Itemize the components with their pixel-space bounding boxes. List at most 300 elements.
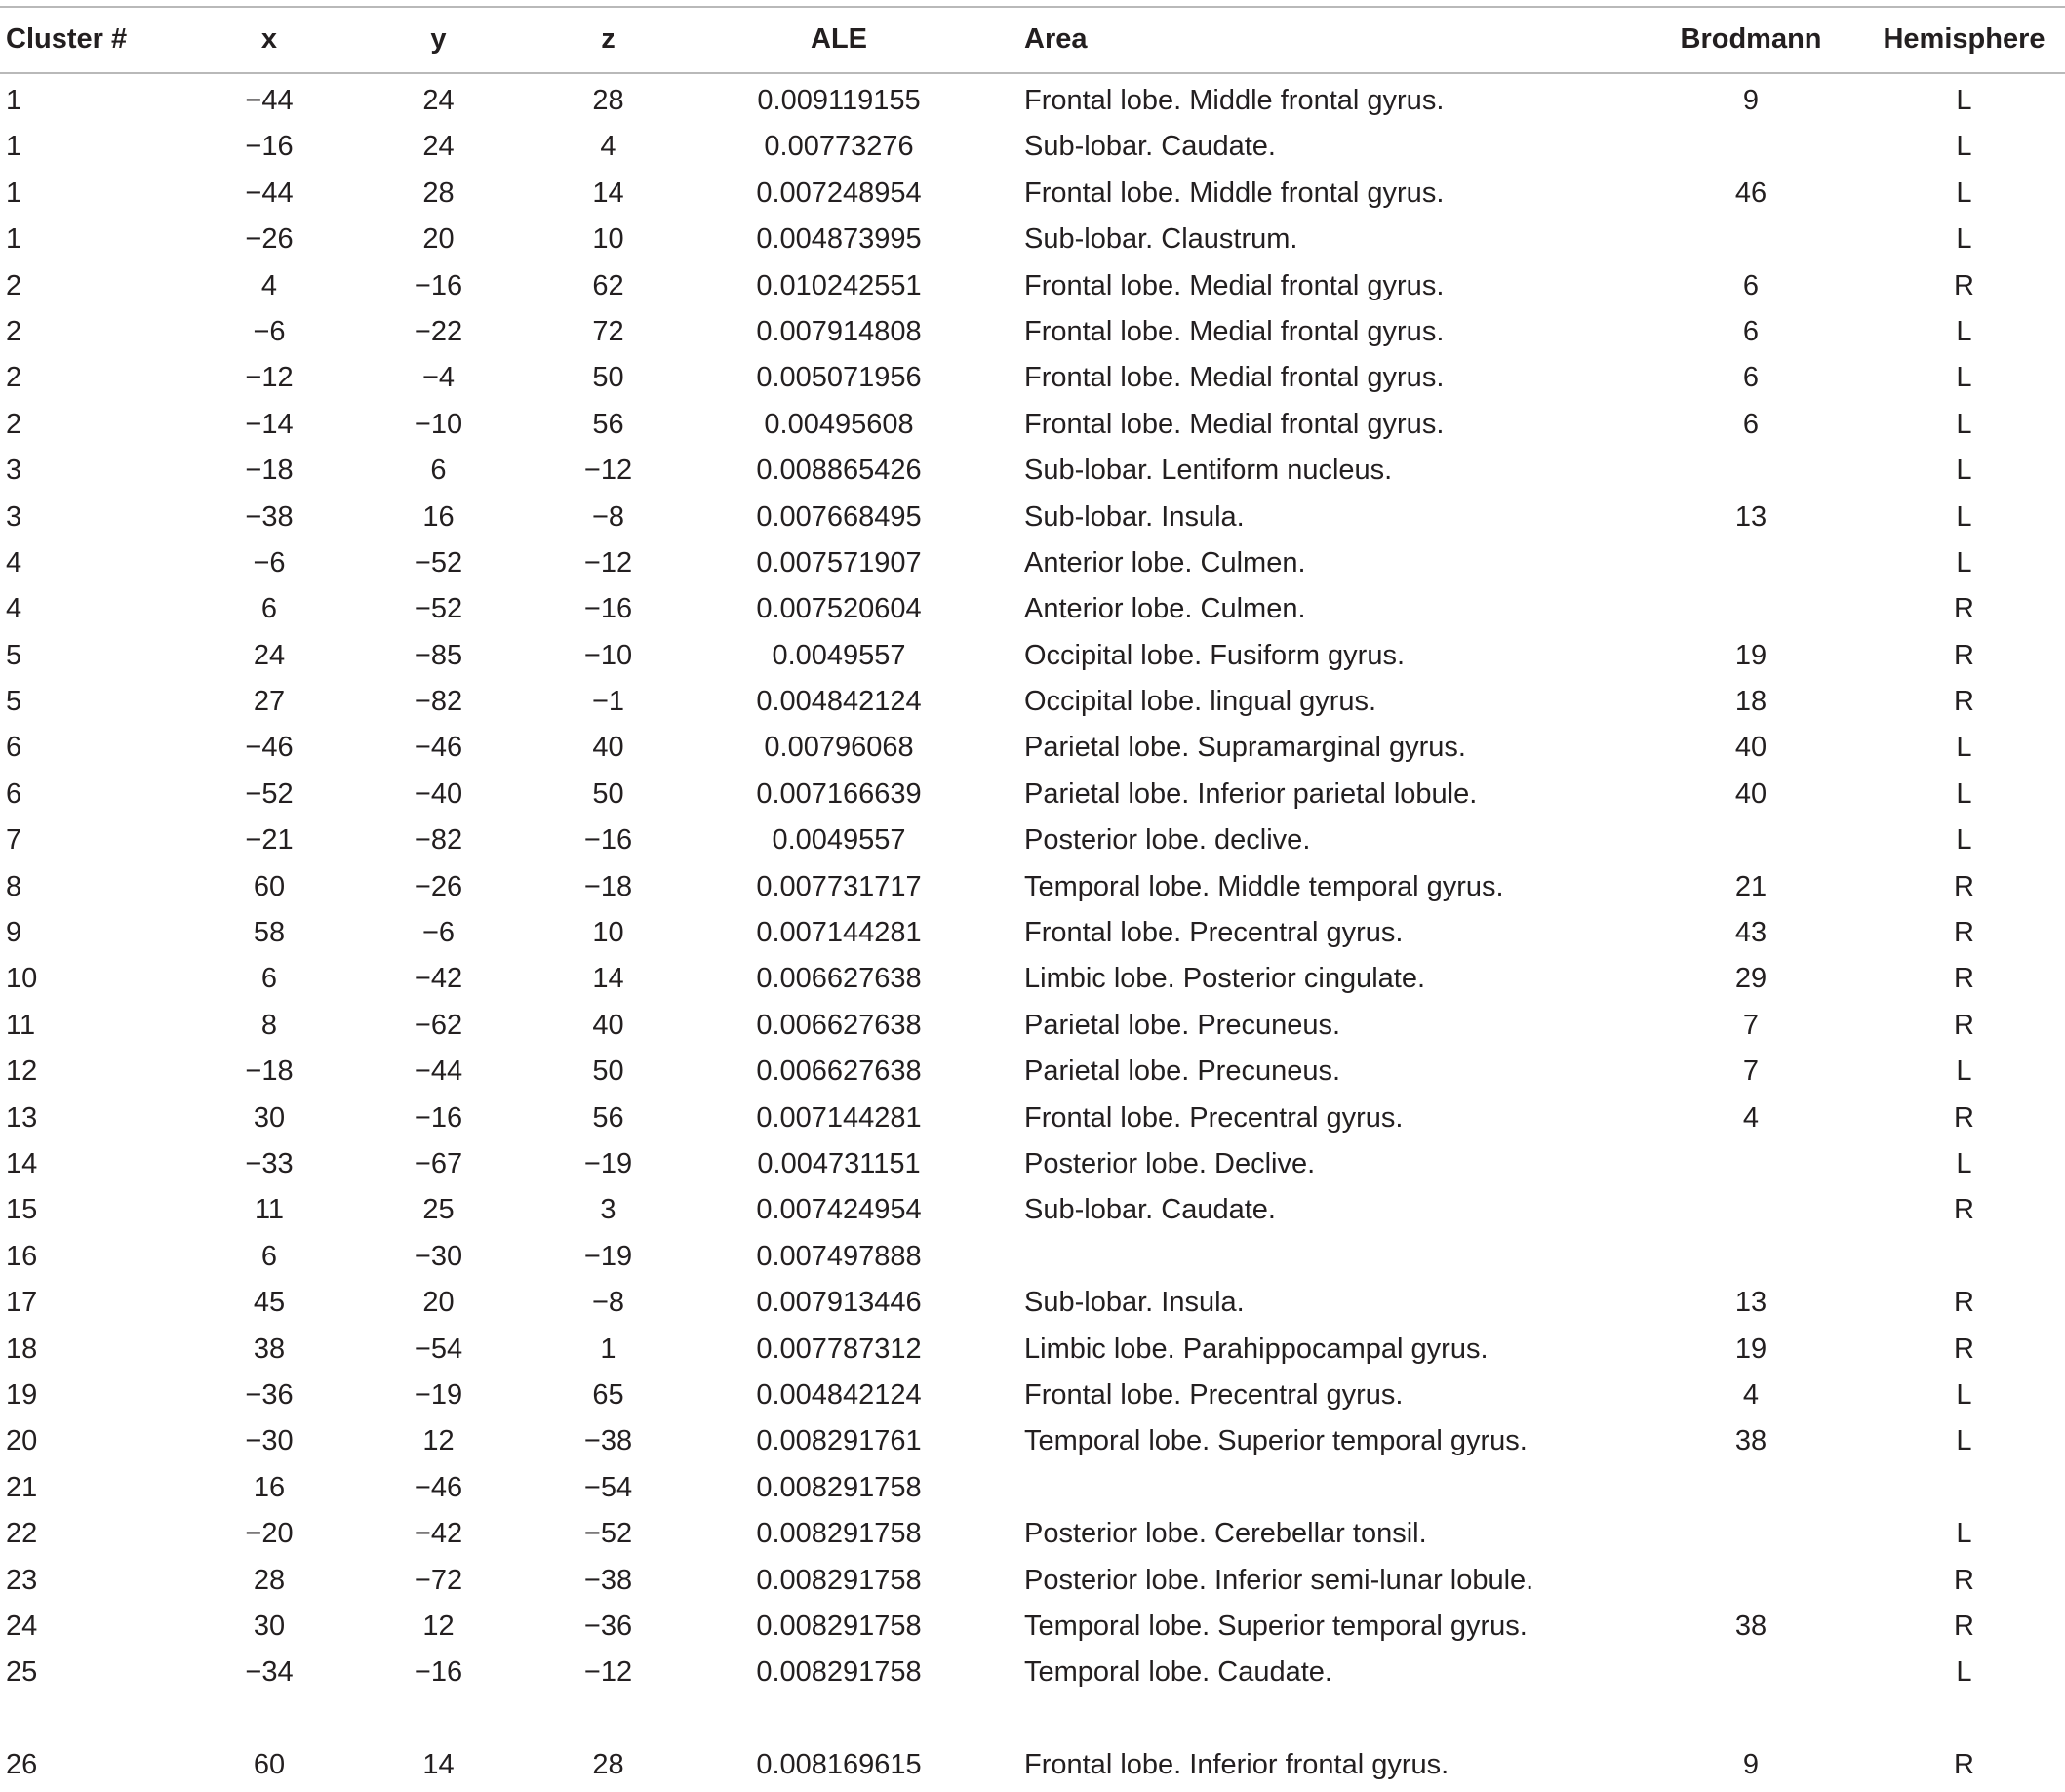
table-cell-x: 4 xyxy=(260,269,278,301)
table-cell-x: 16 xyxy=(253,1471,286,1503)
header-y: y xyxy=(430,23,447,55)
table-cell-cluster: 13 xyxy=(6,1101,38,1134)
table-cell-x: −16 xyxy=(245,131,294,163)
table-cell-ale: 0.007731717 xyxy=(756,870,922,902)
table-cell-z: −54 xyxy=(583,1471,633,1503)
table-cell-cluster: 2 xyxy=(6,362,22,394)
table-cell-ale: 0.007497888 xyxy=(756,1240,922,1272)
table-cell-z: 14 xyxy=(592,177,624,209)
table-cell-ale: 0.007914808 xyxy=(756,315,922,347)
table-cell-y: 24 xyxy=(422,131,455,163)
table-cell-hemisphere: L xyxy=(1956,315,1972,347)
table-cell-hemisphere: R xyxy=(1954,639,1974,671)
table-cell-area: Temporal lobe. Middle temporal gyrus. xyxy=(1024,870,1504,902)
table-cell-area: Frontal lobe. Medial frontal gyrus. xyxy=(1024,408,1445,440)
table-cell-cluster: 9 xyxy=(6,917,22,949)
table-cell-y: 14 xyxy=(422,1749,455,1781)
table-cell-z: −36 xyxy=(583,1610,633,1642)
table-cell-cluster: 8 xyxy=(6,870,22,902)
table-cell-brodmann: 6 xyxy=(1742,315,1760,347)
table-cell-z: 56 xyxy=(592,1101,624,1134)
table-cell-cluster: 4 xyxy=(6,546,22,578)
table-cell-y: 16 xyxy=(422,500,455,533)
table-cell-ale: 0.008291758 xyxy=(756,1610,922,1642)
table-cell-cluster: 2 xyxy=(6,269,22,301)
table-cell-cluster: 19 xyxy=(6,1378,38,1411)
table-cell-x: −6 xyxy=(253,546,286,578)
table-cell-z: −12 xyxy=(583,455,633,487)
table-cell-hemisphere: L xyxy=(1956,1055,1972,1088)
table-cell-cluster: 1 xyxy=(6,223,22,256)
table-cell-z: −38 xyxy=(583,1425,633,1457)
table-cell-z: −12 xyxy=(583,546,633,578)
table-cell-hemisphere: R xyxy=(1954,1564,1974,1596)
table-cell-area: Frontal lobe. Precentral gyrus. xyxy=(1024,1378,1404,1411)
table-cell-cluster: 25 xyxy=(6,1656,38,1689)
table-cell-area: Parietal lobe. Precuneus. xyxy=(1024,1009,1341,1041)
table-cell-y: −26 xyxy=(414,870,463,902)
table-cell-hemisphere: L xyxy=(1956,1656,1972,1689)
table-cell-area: Sub-lobar. Claustrum. xyxy=(1024,223,1298,256)
table-cell-x: 60 xyxy=(253,1749,286,1781)
table-cell-area: Sub-lobar. Caudate. xyxy=(1024,131,1276,163)
table-cell-x: 45 xyxy=(253,1287,286,1319)
table-cell-cluster: 17 xyxy=(6,1287,38,1319)
table-cell-y: −52 xyxy=(414,546,463,578)
table-cell-ale: 0.008291758 xyxy=(756,1471,922,1503)
table-cell-ale: 0.0049557 xyxy=(772,639,906,671)
header-z: z xyxy=(601,23,616,55)
table-cell-y: −22 xyxy=(414,315,463,347)
header-brodmann: Brodmann xyxy=(1680,23,1822,55)
table-cell-x: 8 xyxy=(260,1009,278,1041)
table-cell-brodmann xyxy=(1639,1234,1863,1280)
table-cell-z: −1 xyxy=(591,686,625,718)
table-cell-y: 6 xyxy=(430,455,447,487)
table-cell-y: 25 xyxy=(422,1194,455,1226)
header-area: Area xyxy=(1024,23,1088,55)
header-cluster: Cluster # xyxy=(6,23,128,55)
table-cell-ale: 0.006627638 xyxy=(756,963,922,995)
table-cell-cluster: 24 xyxy=(6,1610,38,1642)
table-cell-z: −16 xyxy=(583,824,633,856)
table-cell-brodmann: 43 xyxy=(1734,917,1767,949)
table-cell-y: 12 xyxy=(422,1425,455,1457)
table-cell-ale: 0.007787312 xyxy=(756,1333,922,1365)
table-cell-brodmann: 40 xyxy=(1734,777,1767,810)
table-cell-area: Posterior lobe. Declive. xyxy=(1024,1147,1316,1179)
table-cell-ale: 0.008169615 xyxy=(756,1749,922,1781)
table-cell-ale: 0.007424954 xyxy=(756,1194,922,1226)
table-cell-cluster: 3 xyxy=(6,500,22,533)
table-cell-z: 10 xyxy=(592,223,624,256)
table-cell-hemisphere: L xyxy=(1956,500,1972,533)
table-cell-ale: 0.004731151 xyxy=(757,1147,921,1179)
table-cell-area: Anterior lobe. Culmen. xyxy=(1024,546,1306,578)
table-cell-cluster: 16 xyxy=(6,1240,38,1272)
table-cell-x: −36 xyxy=(245,1378,294,1411)
table-cell-z: 4 xyxy=(600,131,616,163)
table-cell-hemisphere: R xyxy=(1954,269,1974,301)
table-cell-x: −6 xyxy=(253,315,286,347)
table-cell-cluster: 3 xyxy=(6,455,22,487)
table-cell-y: −6 xyxy=(421,917,456,949)
table-cell-y: −42 xyxy=(414,1518,463,1550)
table-cell-x: 11 xyxy=(254,1194,285,1226)
table-cell-ale: 0.007144281 xyxy=(756,917,922,949)
table-cell-cluster: 21 xyxy=(6,1471,38,1503)
table-cell-x: −26 xyxy=(245,223,294,256)
table-cell-brodmann xyxy=(1639,1187,1863,1233)
table-cell-hemisphere: L xyxy=(1956,1147,1972,1179)
table-cell-area: Frontal lobe. Precentral gyrus. xyxy=(1024,1101,1404,1134)
table-cell-hemisphere: R xyxy=(1954,686,1974,718)
table-cell-cluster: 1 xyxy=(6,85,22,116)
table-cell-y: −52 xyxy=(414,593,463,625)
table-cell-area: Anterior lobe. Culmen. xyxy=(1024,593,1306,625)
table-cell-ale: 0.006627638 xyxy=(756,1009,922,1041)
table-cell-z: −19 xyxy=(583,1147,633,1179)
table-cell-x: −21 xyxy=(245,824,294,856)
table-cell-area: Temporal lobe. Superior temporal gyrus. xyxy=(1024,1425,1528,1457)
table-cell-x: 30 xyxy=(253,1101,286,1134)
row-spacer xyxy=(185,1696,353,1742)
table-cell-hemisphere: R xyxy=(1954,1194,1974,1226)
table-cell-z: −18 xyxy=(583,870,633,902)
table-cell-ale: 0.009119155 xyxy=(757,85,921,116)
table-cell-brodmann: 9 xyxy=(1742,85,1760,116)
table-cell-hemisphere: L xyxy=(1956,455,1972,487)
table-cell-brodmann: 19 xyxy=(1734,1333,1767,1365)
table-cell-y: −72 xyxy=(414,1564,463,1596)
table-cell-brodmann: 7 xyxy=(1742,1055,1760,1088)
table-cell-hemisphere: R xyxy=(1954,1333,1974,1365)
table-cell-z: 3 xyxy=(600,1194,616,1226)
table-cell-ale: 0.004873995 xyxy=(756,223,922,256)
table-cell-cluster: 20 xyxy=(6,1425,38,1457)
table-cell-area: Temporal lobe. Superior temporal gyrus. xyxy=(1024,1610,1528,1642)
table-cell-y: −19 xyxy=(414,1378,463,1411)
table-cell-ale: 0.007520604 xyxy=(756,593,922,625)
table-cell-area: Occipital lobe. lingual gyrus. xyxy=(1024,686,1377,718)
table-cell-y: −16 xyxy=(414,1101,463,1134)
table-cell-x: 6 xyxy=(260,1240,278,1272)
table-cell-hemisphere: R xyxy=(1954,963,1974,995)
table-cell-x: −33 xyxy=(245,1147,294,1179)
table-cell-hemisphere: L xyxy=(1956,824,1972,856)
table-cell-brodmann xyxy=(1639,817,1863,863)
table-cell-x: −44 xyxy=(245,85,294,116)
table-cell-ale: 0.0049557 xyxy=(772,824,906,856)
table-cell-area: Posterior lobe. declive. xyxy=(1024,824,1311,856)
table-cell-x: −20 xyxy=(245,1518,294,1550)
table-cell-ale: 0.007571907 xyxy=(756,546,922,578)
table-cell-hemisphere: R xyxy=(1954,1287,1974,1319)
table-cell-cluster: 10 xyxy=(6,963,38,995)
table-cell-x: 28 xyxy=(253,1564,286,1596)
table-cell-brodmann: 40 xyxy=(1734,732,1767,764)
table-cell-ale: 0.008865426 xyxy=(756,455,922,487)
table-cell-x: −18 xyxy=(245,455,294,487)
table-cell-area: Parietal lobe. Supramarginal gyrus. xyxy=(1024,732,1466,764)
table-cell-y: −62 xyxy=(414,1009,463,1041)
table-cell-y: 20 xyxy=(422,1287,455,1319)
table-cell-hemisphere: L xyxy=(1956,1378,1972,1411)
table-cell-z: 28 xyxy=(592,85,624,116)
table-cell-ale: 0.00495608 xyxy=(764,408,914,440)
table-cell-y: −4 xyxy=(421,362,456,394)
table-cell-brodmann: 19 xyxy=(1734,639,1767,671)
table-cell-y: −30 xyxy=(414,1240,463,1272)
table-cell-y: −16 xyxy=(414,269,463,301)
row-spacer xyxy=(1639,1696,1863,1742)
table-cell-area: Posterior lobe. Cerebellar tonsil. xyxy=(1024,1518,1427,1550)
table-cell-area: Frontal lobe. Inferior frontal gyrus. xyxy=(1024,1749,1449,1781)
table-cell-x: −34 xyxy=(245,1656,294,1689)
table-cell-brodmann: 7 xyxy=(1742,1009,1760,1041)
row-spacer xyxy=(0,1696,185,1742)
table-cell-y: −42 xyxy=(414,963,463,995)
table-cell-y: 20 xyxy=(422,223,455,256)
table-cell-brodmann: 13 xyxy=(1734,500,1767,533)
table-cell-ale: 0.004842124 xyxy=(756,1378,922,1411)
table-cell-cluster: 2 xyxy=(6,315,22,347)
table-cell-z: −10 xyxy=(583,639,633,671)
table-cell-x: −52 xyxy=(245,777,294,810)
table-cell-y: −85 xyxy=(414,639,463,671)
table-cell-cluster: 23 xyxy=(6,1564,38,1596)
table-cell-hemisphere: R xyxy=(1954,1610,1974,1642)
table-cell-brodmann: 38 xyxy=(1734,1425,1767,1457)
table-cell-cluster: 14 xyxy=(6,1147,38,1179)
table-cell-x: 30 xyxy=(253,1610,286,1642)
table-cell-ale: 0.005071956 xyxy=(756,362,922,394)
table-cell-ale: 0.007144281 xyxy=(756,1101,922,1134)
table-cell-area: Frontal lobe. Medial frontal gyrus. xyxy=(1024,362,1445,394)
table-cell-cluster: 5 xyxy=(6,686,22,718)
table-cell-brodmann: 6 xyxy=(1742,269,1760,301)
table-cell-x: −38 xyxy=(245,500,294,533)
table-cell-cluster: 7 xyxy=(6,824,22,856)
table-cell-hemisphere: L xyxy=(1956,546,1972,578)
table-cell-ale: 0.007166639 xyxy=(756,777,922,810)
table-cell-hemisphere xyxy=(1863,1465,2065,1511)
table-cell-cluster: 5 xyxy=(6,639,22,671)
table-cell-ale: 0.006627638 xyxy=(756,1055,922,1088)
table-cell-cluster: 11 xyxy=(6,1009,36,1041)
row-spacer xyxy=(353,1696,524,1742)
table-cell-brodmann: 6 xyxy=(1742,362,1760,394)
table-cell-ale: 0.008291758 xyxy=(756,1656,922,1689)
table-cell-brodmann xyxy=(1639,448,1863,494)
table-cell-x: −44 xyxy=(245,177,294,209)
table-cell-x: −14 xyxy=(245,408,294,440)
table-cell-cluster: 6 xyxy=(6,732,22,764)
table-cell-brodmann xyxy=(1639,217,1863,262)
table-cell-y: −82 xyxy=(414,686,463,718)
table-cell-y: 12 xyxy=(422,1610,455,1642)
table-cell-brodmann xyxy=(1639,1141,1863,1187)
table-cell-x: 24 xyxy=(253,639,286,671)
table-cell-cluster: 22 xyxy=(6,1518,38,1550)
table-cell-y: −67 xyxy=(414,1147,463,1179)
table-cell-x: 27 xyxy=(253,686,286,718)
table-cell-x: −46 xyxy=(245,732,294,764)
table-cell-brodmann: 9 xyxy=(1742,1749,1760,1781)
table-cell-x: 6 xyxy=(260,593,278,625)
table-cell-cluster: 26 xyxy=(6,1749,38,1781)
table-cell-brodmann xyxy=(1639,540,1863,586)
table-cell-ale: 0.00796068 xyxy=(764,732,914,764)
header-ale: ALE xyxy=(811,23,867,55)
table-cell-brodmann: 13 xyxy=(1734,1287,1767,1319)
table-cell-area: Sub-lobar. Insula. xyxy=(1024,500,1245,533)
table-cell-area: Limbic lobe. Posterior cingulate. xyxy=(1024,963,1426,995)
table-cell-ale: 0.004842124 xyxy=(756,686,922,718)
table-cell-area xyxy=(985,1234,1639,1280)
table-cell-brodmann: 4 xyxy=(1742,1378,1760,1411)
table-cell-cluster: 2 xyxy=(6,408,22,440)
row-spacer xyxy=(524,1696,693,1742)
table-cell-z: 40 xyxy=(592,1009,624,1041)
table-cell-z: 62 xyxy=(592,269,624,301)
table-cell-x: −18 xyxy=(245,1055,294,1088)
table-cell-hemisphere: L xyxy=(1956,732,1972,764)
table-cell-x: 58 xyxy=(253,917,286,949)
table-cell-x: −12 xyxy=(245,362,294,394)
table-cell-z: 56 xyxy=(592,408,624,440)
table-cell-ale: 0.00773276 xyxy=(764,131,914,163)
table-cell-z: 10 xyxy=(592,917,624,949)
table-cell-z: 28 xyxy=(592,1749,624,1781)
table-cell-brodmann xyxy=(1639,586,1863,632)
table-cell-x: 60 xyxy=(253,870,286,902)
table-cell-hemisphere: L xyxy=(1956,177,1972,209)
table-cell-hemisphere: R xyxy=(1954,593,1974,625)
table-cell-cluster: 1 xyxy=(6,177,22,209)
table-cell-z: −8 xyxy=(591,500,625,533)
table-cell-brodmann: 38 xyxy=(1734,1610,1767,1642)
table-cell-z: 65 xyxy=(592,1378,624,1411)
table-cell-cluster: 1 xyxy=(6,131,22,163)
table-cell-z: −12 xyxy=(583,1656,633,1689)
table-cell-area: Frontal lobe. Middle frontal gyrus. xyxy=(1024,85,1445,116)
table-cell-cluster: 6 xyxy=(6,777,22,810)
table-cell-brodmann xyxy=(1639,1558,1863,1604)
table-cell-brodmann xyxy=(1639,1511,1863,1557)
table-cell-brodmann xyxy=(1639,1650,1863,1695)
table-cell-cluster: 18 xyxy=(6,1333,38,1365)
table-cell-ale: 0.007913446 xyxy=(756,1287,922,1319)
table-cell-brodmann: 21 xyxy=(1734,870,1767,902)
table-cell-hemisphere: L xyxy=(1956,85,1972,116)
table-cell-z: 1 xyxy=(600,1333,616,1365)
table-cell-hemisphere: L xyxy=(1956,777,1972,810)
table-cell-y: −16 xyxy=(414,1656,463,1689)
table-cell-hemisphere: L xyxy=(1956,1425,1972,1457)
table-cell-z: 50 xyxy=(592,1055,624,1088)
table-cell-y: −82 xyxy=(414,824,463,856)
table-cell-brodmann xyxy=(1639,124,1863,170)
table-cell-cluster: 4 xyxy=(6,593,22,625)
table-cell-z: 50 xyxy=(592,777,624,810)
table-cell-z: 72 xyxy=(592,315,624,347)
table-cell-x: −30 xyxy=(245,1425,294,1457)
table-cell-hemisphere: R xyxy=(1954,870,1974,902)
table-cell-hemisphere: R xyxy=(1954,1749,1974,1781)
table-cell-brodmann xyxy=(1639,1465,1863,1511)
table-cell-x: 38 xyxy=(253,1333,286,1365)
table-cell-y: −10 xyxy=(414,408,463,440)
table-cell-y: −46 xyxy=(414,1471,463,1503)
table-cell-z: −52 xyxy=(583,1518,633,1550)
table-cell-ale: 0.008291758 xyxy=(756,1564,922,1596)
table-cell-area: Sub-lobar. Lentiform nucleus. xyxy=(1024,455,1393,487)
table-cell-y: 24 xyxy=(422,85,455,116)
table-cell-area xyxy=(985,1465,1639,1511)
table-cell-brodmann: 4 xyxy=(1742,1101,1760,1134)
table-cell-area: Frontal lobe. Middle frontal gyrus. xyxy=(1024,177,1445,209)
table-cell-x: 6 xyxy=(260,963,278,995)
table-cell-y: 28 xyxy=(422,177,455,209)
table-cell-area: Frontal lobe. Medial frontal gyrus. xyxy=(1024,269,1445,301)
table-cell-z: −8 xyxy=(591,1287,625,1319)
table-cell-brodmann: 6 xyxy=(1742,408,1760,440)
row-spacer xyxy=(985,1696,1639,1742)
table-cell-z: −38 xyxy=(583,1564,633,1596)
table-cell-area: Sub-lobar. Insula. xyxy=(1024,1287,1245,1319)
table-cell-y: −44 xyxy=(414,1055,463,1088)
table-cell-area: Occipital lobe. Fusiform gyrus. xyxy=(1024,639,1406,671)
table-cell-brodmann: 18 xyxy=(1734,686,1767,718)
table-cell-hemisphere xyxy=(1863,1234,2065,1280)
header-x: x xyxy=(260,23,278,55)
table-cell-hemisphere: R xyxy=(1954,1101,1974,1134)
table-cell-ale: 0.007248954 xyxy=(756,177,922,209)
table-cell-z: 14 xyxy=(592,963,624,995)
table-cell-brodmann: 29 xyxy=(1734,963,1767,995)
table-cell-y: −40 xyxy=(414,777,463,810)
table-cell-ale: 0.008291758 xyxy=(756,1518,922,1550)
table-cell-area: Parietal lobe. Precuneus. xyxy=(1024,1055,1341,1088)
row-spacer xyxy=(1863,1696,2065,1742)
table-cell-area: Limbic lobe. Parahippocampal gyrus. xyxy=(1024,1333,1489,1365)
table-cell-area: Frontal lobe. Precentral gyrus. xyxy=(1024,917,1404,949)
table-cell-area: Posterior lobe. Inferior semi-lunar lobule. xyxy=(1024,1564,1534,1596)
table-cell-z: 50 xyxy=(592,362,624,394)
header-hemisphere: Hemisphere xyxy=(1883,23,2045,55)
table-cell-hemisphere: L xyxy=(1956,131,1972,163)
table-cell-z: −16 xyxy=(583,593,633,625)
table-cell-hemisphere: L xyxy=(1956,1518,1972,1550)
table-cell-area: Parietal lobe. Inferior parietal lobule. xyxy=(1024,777,1478,810)
table-cell-y: −54 xyxy=(414,1333,463,1365)
table-cell-hemisphere: R xyxy=(1954,1009,1974,1041)
table-cell-ale: 0.007668495 xyxy=(756,500,922,533)
table-cell-area: Frontal lobe. Medial frontal gyrus. xyxy=(1024,315,1445,347)
table-cell-z: −19 xyxy=(583,1240,633,1272)
table-cell-ale: 0.008291761 xyxy=(756,1425,922,1457)
table-cell-hemisphere: L xyxy=(1956,223,1972,256)
table-cell-hemisphere: L xyxy=(1956,408,1972,440)
table-cell-hemisphere: L xyxy=(1956,362,1972,394)
row-spacer xyxy=(693,1696,985,1742)
table-cell-area: Temporal lobe. Caudate. xyxy=(1024,1656,1332,1689)
table-cell-hemisphere: R xyxy=(1954,917,1974,949)
table-cell-y: −46 xyxy=(414,732,463,764)
table-cell-area: Sub-lobar. Caudate. xyxy=(1024,1194,1276,1226)
table-cell-ale: 0.010242551 xyxy=(756,269,922,301)
